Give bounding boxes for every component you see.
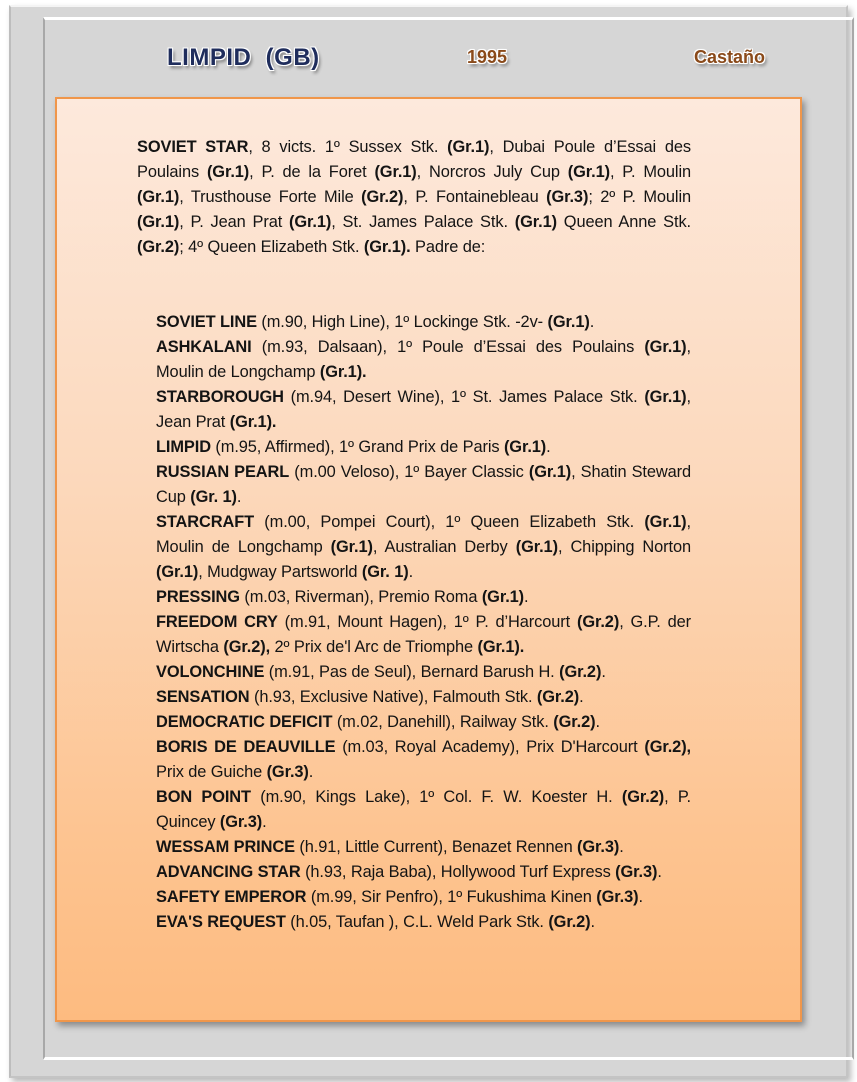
birth-year: 1995 — [467, 47, 508, 67]
offspring-name: EVA'S REQUEST — [156, 913, 286, 931]
offspring-name: LIMPID — [156, 438, 211, 456]
text-segment: . — [524, 588, 529, 606]
bold-segment: (Gr.2) — [137, 238, 180, 256]
bold-segment: (Gr.1) — [644, 513, 687, 531]
text-segment: , P. Jean Prat — [179, 213, 289, 231]
bold-segment: (Gr.1) — [503, 438, 547, 456]
text-segment: Queen Anne Stk. — [556, 213, 691, 231]
bold-segment: (Gr.3) — [615, 863, 658, 881]
offspring-name: ADVANCING STAR — [156, 863, 301, 881]
text-segment: , P. Fontainebleau — [403, 188, 547, 206]
bold-segment: (Gr.2), — [223, 638, 271, 656]
text-segment: , Moulin de Longchamp — [156, 513, 691, 556]
offspring-list — [156, 310, 691, 935]
bold-segment: (Gr.1) — [528, 463, 572, 481]
bold-segment: (Gr.3) — [546, 188, 589, 206]
text-segment: (m.03, Royal Academy), Prix D'Harcourt — [335, 738, 645, 756]
text-segment: (m.95, Affirmed), 1º Grand Prix de Paris — [210, 438, 504, 456]
bold-segment: (Gr.1) — [514, 213, 557, 231]
text-segment: , P. Moulin — [609, 163, 691, 181]
offspring-name: BORIS DE DEAUVILLE — [156, 738, 336, 756]
bold-segment: (Gr. 1) — [190, 488, 237, 506]
offspring-entry — [156, 885, 691, 910]
offspring-name: FREEDOM CRY — [156, 613, 278, 631]
text-segment: , Shatin Steward Cup — [156, 463, 691, 506]
text-segment: , Norcros July Cup — [416, 163, 568, 181]
text-segment: . — [236, 488, 242, 506]
text-segment: , Moulin de Longchamp — [156, 338, 691, 381]
bold-segment: (Gr.2) — [361, 188, 404, 206]
offspring-entry — [156, 385, 691, 435]
bold-segment: (Gr.1) — [547, 313, 590, 331]
text-segment: . — [657, 863, 662, 881]
text-segment: . — [638, 888, 643, 906]
offspring-entry — [156, 460, 691, 510]
bold-segment: (Gr.1) — [515, 538, 558, 556]
offspring-entry — [156, 685, 691, 710]
text-segment: , Trusthouse Forte Mile — [179, 188, 362, 206]
text-segment: . — [590, 913, 596, 931]
bold-segment: (Gr.2) — [553, 713, 596, 731]
bold-segment: (Gr.3) — [219, 813, 263, 831]
bold-segment: (Gr.1) — [137, 213, 180, 231]
text-segment: Prix de Guiche — [156, 763, 267, 781]
offspring-name: PRESSING — [156, 588, 240, 606]
text-segment: . — [546, 438, 551, 456]
offspring-entry — [156, 710, 691, 735]
bold-segment: (Gr.2) — [576, 613, 620, 631]
offspring-entry — [156, 735, 691, 785]
offspring-name: STARCRAFT — [156, 513, 255, 531]
text-segment: , P. Quincey — [156, 788, 691, 831]
offspring-name: WESSAM PRINCE — [156, 838, 295, 856]
text-segment: (m.00 Veloso), 1º Bayer Classic — [289, 463, 529, 481]
bold-segment: (Gr.2) — [536, 688, 580, 706]
text-segment: Padre de: — [410, 238, 486, 256]
text-segment: . — [601, 663, 606, 681]
bold-segment: (Gr.1). — [477, 638, 525, 656]
offspring-name: DEMOCRATIC DEFICIT — [156, 713, 333, 731]
text-segment: . — [262, 813, 267, 831]
offspring-name: BON POINT — [156, 788, 251, 806]
bold-segment: (Gr.2) — [559, 663, 602, 681]
text-segment: . — [408, 563, 414, 581]
text-segment: (m.91, Mount Hagen), 1º P. d’Harcourt — [277, 613, 577, 631]
offspring-entry — [156, 785, 691, 835]
offspring-entry — [156, 910, 691, 935]
offspring-name: RUSSIAN PEARL — [156, 463, 290, 481]
text-segment: , Mudgway Partsworld — [198, 563, 362, 581]
offspring-entry — [156, 510, 691, 585]
offspring-name: SAFETY EMPEROR — [156, 888, 307, 906]
text-segment: (m.99, Sir Penfro), 1º Fukushima Kinen — [306, 888, 597, 906]
pedigree-content-box — [55, 97, 802, 1022]
sire-description — [137, 135, 691, 260]
offspring-name: STARBOROUGH — [156, 388, 284, 406]
bold-segment: (Gr.1). — [363, 238, 411, 256]
bold-segment: (Gr.1) — [374, 163, 417, 181]
offspring-entry — [156, 435, 691, 460]
horse-name-title: LIMPID (GB) — [167, 44, 320, 71]
text-segment: , Chipping Norton — [557, 538, 692, 556]
text-segment: (m.02, Danehill), Railway Stk. — [332, 713, 554, 731]
text-segment: , St. James Palace Stk. — [331, 213, 515, 231]
bold-segment: (Gr.1) — [330, 538, 373, 556]
bold-segment: (Gr.1). — [229, 413, 277, 431]
bold-segment: (Gr.2), — [644, 738, 692, 756]
text-segment: ; 2º P. Moulin — [588, 188, 692, 206]
bold-segment: (Gr.1). — [319, 363, 367, 381]
bold-segment: (Gr.1) — [206, 163, 250, 181]
bold-segment: (Gr.1) — [447, 138, 490, 156]
bold-segment: (Gr.3) — [577, 838, 620, 856]
text-segment: (h.91, Little Current), Benazet Rennen — [294, 838, 578, 856]
text-segment: , Dubai Poule d’Essai des Poulains — [137, 138, 692, 181]
bold-segment: (Gr.3) — [266, 763, 309, 781]
bold-segment: (Gr.1) — [156, 563, 199, 581]
bold-segment: (Gr. 1) — [361, 563, 409, 581]
text-segment: (h.05, Taufan ), C.L. Weld Park Stk. — [285, 913, 549, 931]
bold-segment: (Gr.1) — [137, 188, 180, 206]
bold-segment: (Gr.1) — [289, 213, 332, 231]
offspring-entry — [156, 335, 691, 385]
offspring-name: SOVIET LINE — [156, 313, 257, 331]
offspring-name: SENSATION — [156, 688, 250, 706]
text-segment: (m.03, Riverman), Premio Roma — [239, 588, 482, 606]
text-segment: (m.00, Pompei Court), 1º Queen Elizabeth Stk. — [254, 513, 645, 531]
offspring-entry — [156, 310, 691, 335]
offspring-entry — [156, 860, 691, 885]
offspring-entry — [156, 835, 691, 860]
text-segment: , 8 victs. 1º Sussex Stk. — [248, 138, 448, 156]
text-segment: (m.90, High Line), 1º Lockinge Stk. -2v- — [256, 313, 548, 331]
bold-segment: (Gr.3) — [596, 888, 639, 906]
text-segment: . — [589, 313, 595, 331]
text-segment: (h.93, Raja Baba), Hollywood Turf Express — [300, 863, 616, 881]
text-segment: (m.94, Desert Wine), 1º St. James Palace Stk. — [283, 388, 645, 406]
bold-segment: (Gr.1) — [644, 338, 687, 356]
bold-segment: (Gr.1) — [567, 163, 610, 181]
text-segment: , P. de la Foret — [249, 163, 375, 181]
offspring-name: VOLONCHINE — [156, 663, 265, 681]
text-segment: . — [308, 763, 314, 781]
text-segment: (m.91, Pas de Seul), Bernard Barush H. — [264, 663, 560, 681]
text-segment: ; 4º Queen Elizabeth Stk. — [179, 238, 364, 256]
offspring-entry — [156, 660, 691, 685]
text-segment: , Jean Prat — [156, 388, 691, 431]
text-segment: , G.P. der Wirtscha — [156, 613, 692, 656]
offspring-name: ASHKALANI — [156, 338, 252, 356]
text-segment: , Australian Derby — [372, 538, 516, 556]
offspring-entry — [156, 610, 691, 660]
bold-segment: (Gr.2) — [548, 913, 591, 931]
bold-segment: SOVIET STAR — [137, 138, 249, 156]
text-segment: . — [595, 713, 600, 731]
text-segment: . — [579, 688, 584, 706]
coat-color: Castaño — [694, 47, 766, 67]
bold-segment: (Gr.1) — [481, 588, 525, 606]
text-segment: (m.90, Kings Lake), 1º Col. F. W. Koester H. — [250, 788, 622, 806]
text-segment: (h.93, Exclusive Native), Falmouth Stk. — [249, 688, 537, 706]
text-segment: 2º Prix de'l Arc de Triomphe — [270, 638, 478, 656]
bold-segment: (Gr.1) — [644, 388, 687, 406]
offspring-entry — [156, 585, 691, 610]
bold-segment: (Gr.2) — [621, 788, 665, 806]
text-segment: . — [619, 838, 624, 856]
text-segment: (m.93, Dalsaan), 1º Poule d’Essai des Poulains — [251, 338, 645, 356]
